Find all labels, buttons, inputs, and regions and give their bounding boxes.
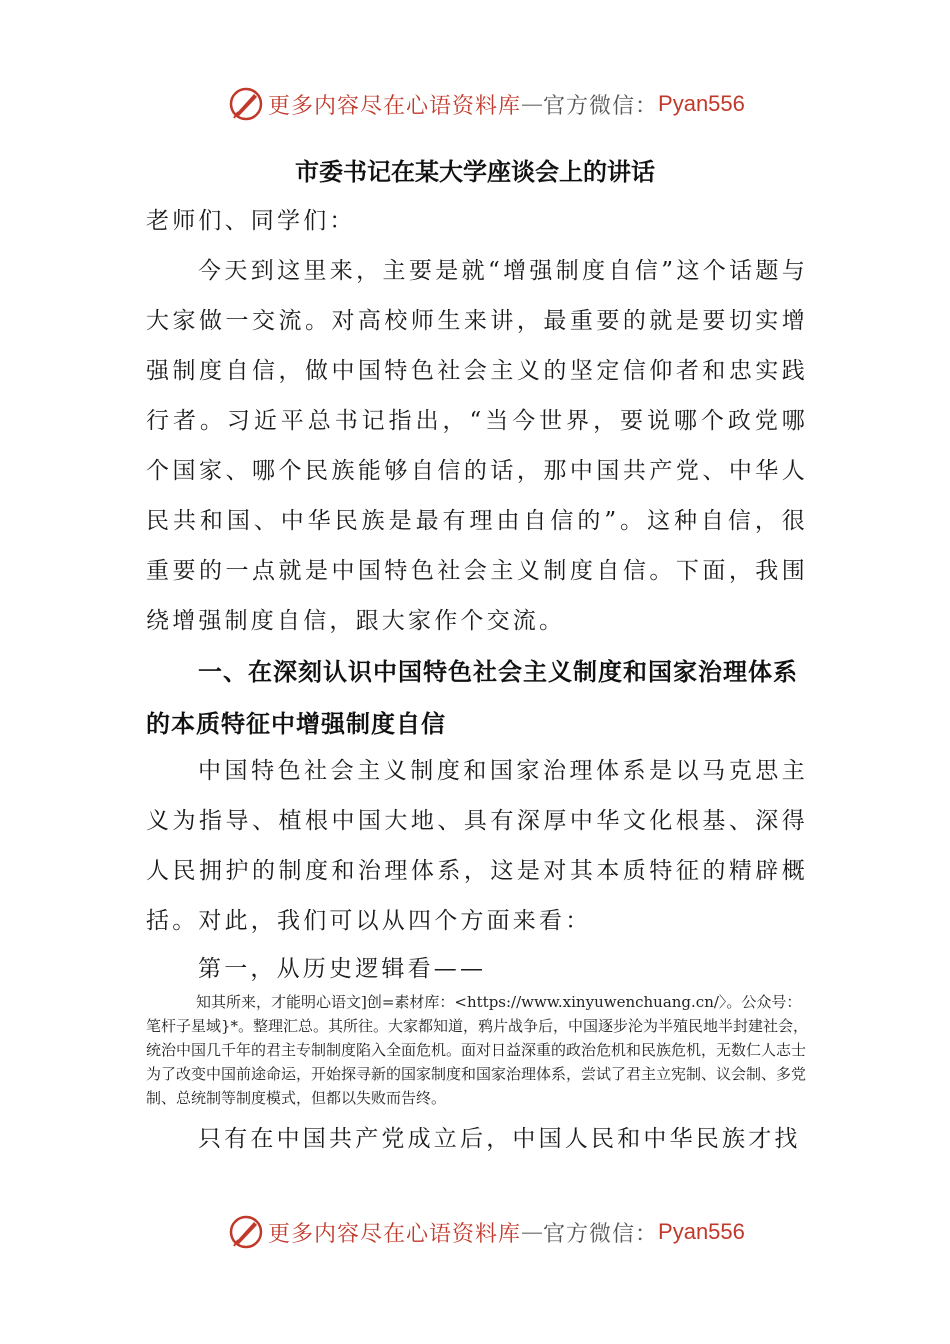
banner-official-label: 官方微信： bbox=[543, 93, 659, 119]
quill-logo-icon bbox=[228, 86, 264, 122]
paragraph-small-print: 知其所来，才能明心语文]创=素材库：<https://www.xinyuwenchuang.cn/〉。公众号：笔杆子星域}*。整理汇总。其所往。大家都知道，鸦片战争后，中国逐步沦为半殖民地半封建社会，统治中国几千年的君主专制制度陷入全面危机。面对日益深重的政治危机和民族危机，无数仁人志士为了改变中国前途命运，开始探寻新的国家制度和国家治理体系，尝试了君主立宪制、议会制、多党制、总统制等制度模式，但都以失败而告终。 bbox=[146, 993, 809, 1107]
banner-account-id: Pyan556 bbox=[658, 91, 745, 116]
banner-brand-text: 更多内容尽在心语资料库 bbox=[268, 93, 522, 119]
banner-official-label: 官方微信： bbox=[543, 1221, 659, 1247]
paragraph-continued: 只有在中国共产党成立后，中国人民和中华民族才找 bbox=[198, 1126, 801, 1152]
banner-separator: — bbox=[521, 91, 544, 117]
document-title: 市委书记在某大学座谈会上的讲话 bbox=[295, 158, 655, 186]
header-watermark-banner bbox=[228, 84, 745, 124]
paragraph-section1: 中国特色社会主义制度和国家治理体系是以马克思主义为指导、植根中国大地、具有深厚中华文化根基、深得人民拥护的制度和治理体系，这是对其本质特征的精辟概括。对此，我们可以从四个方面来看： bbox=[146, 758, 808, 934]
section-heading-1: 一、在深刻认识中国特色社会主义制度和国家治理体系的本质特征中增强制度自信 bbox=[146, 658, 798, 738]
banner-separator: — bbox=[521, 1219, 544, 1245]
paragraph-intro: 今天到这里来，主要是就“增强制度自信”这个话题与大家做一交流。对高校师生来讲，最重要的就是要切实增强制度自信，做中国特色社会主义的坚定信仰者和忠实践行者。习近平总书记指出，“当今世界，要说哪个政党哪个国家、哪个民族能够自信的话，那中国共产党、中华人民共和国、中华民族是最有理由自信的”。这种自信，很重要的一点就是中国特色社会主义制度自信。下面，我围绕增强制度自信，跟大家作个交流。 bbox=[146, 258, 808, 634]
banner-account-id: Pyan556 bbox=[658, 1219, 745, 1244]
footer-watermark-banner bbox=[228, 1212, 745, 1252]
banner-brand-text: 更多内容尽在心语资料库 bbox=[268, 1221, 522, 1247]
subheading-history-logic: 第一，从历史逻辑看—— bbox=[198, 956, 487, 982]
quill-logo-icon bbox=[228, 1214, 264, 1250]
salutation: 老师们、同学们： bbox=[146, 208, 356, 234]
